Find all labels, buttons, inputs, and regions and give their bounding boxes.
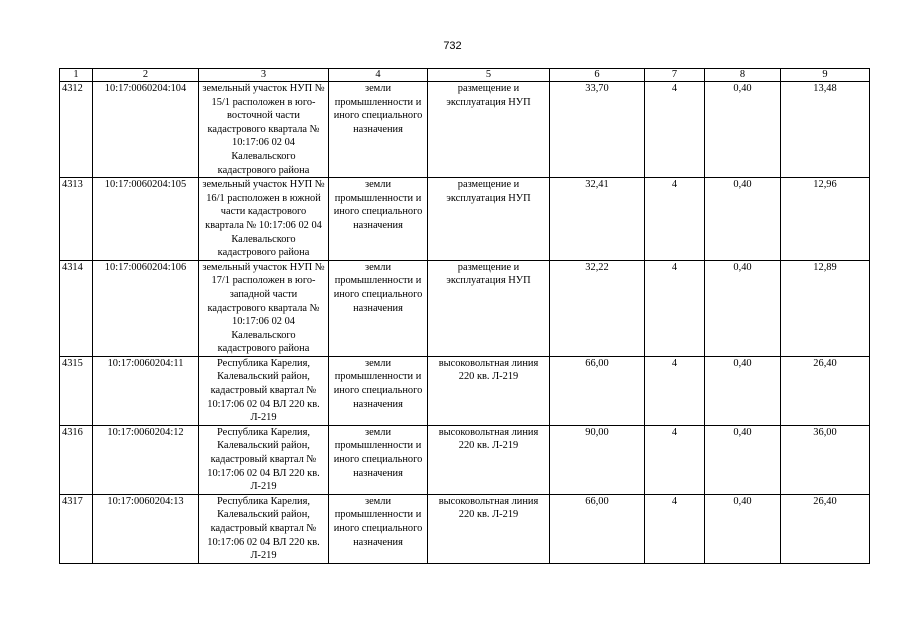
row-number: 4314 bbox=[60, 260, 93, 356]
land-category: земли промышленности и иного специального назначения bbox=[329, 82, 428, 178]
column-7-value: 4 bbox=[645, 260, 705, 356]
cadastral-number: 10:17:0060204:12 bbox=[93, 425, 199, 494]
plot-description: Республика Карелия, Калевальский район, кадастровый квартал № 10:17:06 02 04 ВЛ 220 кв. Л-219 bbox=[199, 356, 329, 425]
plot-description: Республика Карелия, Калевальский район, кадастровый квартал № 10:17:06 02 04 ВЛ 220 кв. Л-219 bbox=[199, 494, 329, 563]
column-header-5: 5 bbox=[428, 69, 550, 82]
area-value: 32,22 bbox=[550, 260, 645, 356]
permitted-use: высоковольтная линия 220 кв. Л-219 bbox=[428, 494, 550, 563]
column-header-9: 9 bbox=[781, 69, 870, 82]
rate-value: 0,40 bbox=[705, 82, 781, 178]
column-header-4: 4 bbox=[329, 69, 428, 82]
land-category: земли промышленности и иного специального назначения bbox=[329, 494, 428, 563]
rate-value: 0,40 bbox=[705, 494, 781, 563]
cadastral-number: 10:17:0060204:11 bbox=[93, 356, 199, 425]
column-7-value: 4 bbox=[645, 494, 705, 563]
sum-value: 13,48 bbox=[781, 82, 870, 178]
sum-value: 36,00 bbox=[781, 425, 870, 494]
cadastral-number: 10:17:0060204:105 bbox=[93, 178, 199, 261]
page-number: 732 bbox=[443, 40, 462, 52]
column-header-8: 8 bbox=[705, 69, 781, 82]
sum-value: 12,96 bbox=[781, 178, 870, 261]
area-value: 33,70 bbox=[550, 82, 645, 178]
land-category: земли промышленности и иного специального назначения bbox=[329, 260, 428, 356]
rate-value: 0,40 bbox=[705, 260, 781, 356]
row-number: 4317 bbox=[60, 494, 93, 563]
area-value: 32,41 bbox=[550, 178, 645, 261]
header-row bbox=[60, 69, 870, 82]
plot-description: Республика Карелия, Калевальский район, кадастровый квартал № 10:17:06 02 04 ВЛ 220 кв. Л-219 bbox=[199, 425, 329, 494]
column-7-value: 4 bbox=[645, 425, 705, 494]
column-header-2: 2 bbox=[93, 69, 199, 82]
cadastral-number: 10:17:0060204:106 bbox=[93, 260, 199, 356]
rate-value: 0,40 bbox=[705, 178, 781, 261]
area-value: 90,00 bbox=[550, 425, 645, 494]
land-category: земли промышленности и иного специального назначения bbox=[329, 425, 428, 494]
table-row bbox=[60, 178, 870, 261]
table-row bbox=[60, 494, 870, 563]
cadastral-number: 10:17:0060204:104 bbox=[93, 82, 199, 178]
column-7-value: 4 bbox=[645, 82, 705, 178]
plot-description: земельный участок НУП № 17/1 расположен в юго-западной части кадастрового квартала № 10:17:06 02 04 Калевальского кадастрового района bbox=[199, 260, 329, 356]
permitted-use: высоковольтная линия 220 кв. Л-219 bbox=[428, 425, 550, 494]
row-number: 4312 bbox=[60, 82, 93, 178]
column-header-7: 7 bbox=[645, 69, 705, 82]
area-value: 66,00 bbox=[550, 494, 645, 563]
column-header-3: 3 bbox=[199, 69, 329, 82]
plot-description: земельный участок НУП № 15/1 расположен в юго-восточной части кадастрового квартала № 10:17:06 02 04 Калевальского кадастрового района bbox=[199, 82, 329, 178]
sum-value: 12,89 bbox=[781, 260, 870, 356]
column-header-6: 6 bbox=[550, 69, 645, 82]
permitted-use: размещение и эксплуатация НУП bbox=[428, 82, 550, 178]
permitted-use: размещение и эксплуатация НУП bbox=[428, 260, 550, 356]
permitted-use: высоковольтная линия 220 кв. Л-219 bbox=[428, 356, 550, 425]
area-value: 66,00 bbox=[550, 356, 645, 425]
permitted-use: размещение и эксплуатация НУП bbox=[428, 178, 550, 261]
row-number: 4316 bbox=[60, 425, 93, 494]
column-header-1: 1 bbox=[60, 69, 93, 82]
table-row bbox=[60, 425, 870, 494]
table-row bbox=[60, 260, 870, 356]
column-7-value: 4 bbox=[645, 178, 705, 261]
cadastral-number: 10:17:0060204:13 bbox=[93, 494, 199, 563]
table-row bbox=[60, 82, 870, 178]
plot-description: земельный участок НУП № 16/1 расположен в южной части кадастрового квартала № 10:17:06 02 04 Калевальского кадастрового района bbox=[199, 178, 329, 261]
row-number: 4315 bbox=[60, 356, 93, 425]
rate-value: 0,40 bbox=[705, 425, 781, 494]
land-category: земли промышленности и иного специального назначения bbox=[329, 356, 428, 425]
land-category: земли промышленности и иного специального назначения bbox=[329, 178, 428, 261]
sum-value: 26,40 bbox=[781, 356, 870, 425]
table-row bbox=[60, 356, 870, 425]
row-number: 4313 bbox=[60, 178, 93, 261]
column-7-value: 4 bbox=[645, 356, 705, 425]
rate-value: 0,40 bbox=[705, 356, 781, 425]
sum-value: 26,40 bbox=[781, 494, 870, 563]
land-registry-table bbox=[59, 68, 870, 564]
